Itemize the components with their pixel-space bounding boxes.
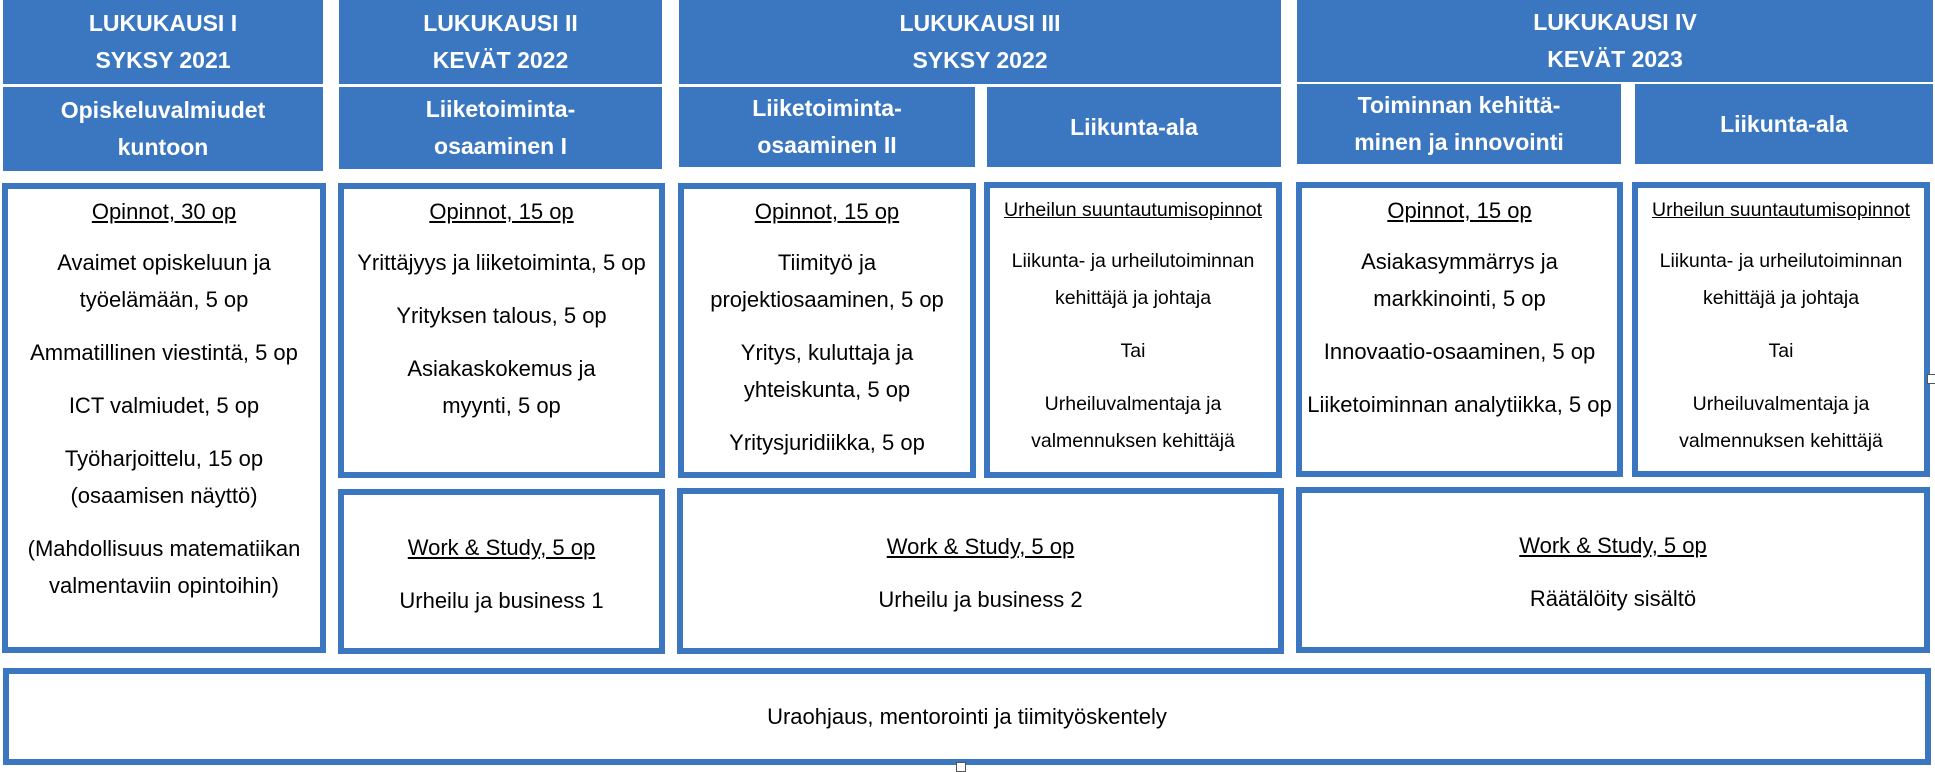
study-item: Asiakasymmärrys ja — [1361, 249, 1558, 274]
study-item: Yrittäjyys ja liiketoiminta, 5 op — [357, 250, 646, 275]
study-item: (osaamisen näyttö) — [70, 483, 258, 508]
study-item: työelämään, 5 op — [79, 287, 249, 312]
study-item: Työharjoittelu, 15 op — [64, 446, 264, 471]
study-box-title: Urheilun suuntautumisopinnot — [1652, 199, 1910, 221]
work-study-content: Urheilu ja business 2 — [878, 587, 1083, 612]
study-item: Avaimet opiskeluun ja — [57, 250, 271, 275]
work-study-title: Work & Study, 5 op — [407, 535, 596, 560]
work-study-content: Räätälöity sisältö — [1529, 586, 1697, 611]
work-study-content: Urheilu ja business 1 — [399, 588, 604, 613]
study-box-3 — [678, 183, 976, 478]
term-header-2: LUKUKAUSI II KEVÄT 2022 — [339, 0, 662, 84]
module-header-5: Toiminnan kehittä- minen ja innovointi — [1297, 84, 1621, 164]
study-item: Yritys, kuluttaja ja — [740, 340, 914, 365]
work-study-title: Work & Study, 5 op — [1519, 533, 1707, 558]
mentoring-bar — [3, 668, 1931, 765]
study-item: Liikunta- ja urheilutoiminnan — [1659, 250, 1903, 272]
study-item: Liiketoiminnan analytiikka, 5 op — [1307, 392, 1612, 417]
term-header-1: LUKUKAUSI I SYKSY 2021 — [3, 0, 323, 84]
study-item: kehittäjä ja johtaja — [1702, 287, 1860, 309]
study-box-2 — [338, 183, 665, 478]
study-box-title: Opinnot, 15 op — [429, 199, 574, 224]
study-item: Tai — [1120, 340, 1146, 362]
study-item: ICT valmiudet, 5 op — [68, 393, 260, 418]
work-study-box-1 — [338, 489, 665, 654]
study-item: (Mahdollisuus matematiikan — [27, 536, 301, 561]
module-header-1: Opiskeluvalmiudet kuntoon — [3, 87, 323, 171]
module-header-4: Liikunta-ala — [987, 87, 1281, 167]
study-item: Ammatillinen viestintä, 5 op — [30, 340, 298, 365]
study-box-title: Opinnot, 15 op — [1387, 198, 1532, 223]
study-item: valmentaviin opintoihin) — [49, 573, 279, 598]
module-header-2: Liiketoiminta- osaaminen I — [339, 87, 662, 169]
study-item: Yrityksen talous, 5 op — [396, 303, 607, 328]
mentoring-label: Uraohjaus, mentorointi ja tiimityöskentely — [767, 704, 1167, 729]
study-item: valmennuksen kehittäjä — [1031, 430, 1235, 452]
term-header-4: LUKUKAUSI IV KEVÄT 2023 — [1297, 0, 1933, 82]
study-item: valmennuksen kehittäjä — [1679, 430, 1883, 452]
module-header-3: Liiketoiminta- osaaminen II — [679, 87, 975, 167]
work-study-box-3 — [1296, 487, 1930, 653]
study-item: Tiimityö ja — [777, 250, 877, 275]
study-item: Asiakaskokemus ja — [407, 356, 596, 381]
term-header-3: LUKUKAUSI III SYKSY 2022 — [679, 0, 1281, 84]
study-item: Urheiluvalmentaja ja — [1692, 393, 1870, 415]
work-study-box-2 — [677, 488, 1284, 654]
study-item: kehittäjä ja johtaja — [1054, 287, 1212, 309]
study-item: Yritysjuridiikka, 5 op — [729, 430, 925, 455]
study-item: Innovaatio-osaaminen, 5 op — [1323, 339, 1596, 364]
study-box-5 — [1296, 182, 1623, 477]
module-header-6: Liikunta-ala — [1635, 84, 1933, 164]
work-study-title: Work & Study, 5 op — [886, 534, 1075, 559]
study-item: Liikunta- ja urheilutoiminnan — [1011, 250, 1255, 272]
study-box-title: Opinnot, 15 op — [754, 199, 900, 224]
study-item: projektiosaaminen, 5 op — [710, 287, 944, 312]
study-item: myynti, 5 op — [442, 393, 561, 418]
selection-handle — [1927, 374, 1935, 384]
study-box-4 — [984, 182, 1282, 478]
study-box-title: Opinnot, 30 op — [91, 199, 237, 224]
study-item: Tai — [1768, 340, 1794, 362]
study-item: yhteiskunta, 5 op — [743, 377, 911, 402]
study-box-1 — [2, 183, 326, 653]
study-box-title: Urheilun suuntautumisopinnot — [1004, 199, 1262, 221]
study-box-6 — [1632, 182, 1930, 477]
study-item: Urheiluvalmentaja ja — [1044, 393, 1222, 415]
study-item: markkinointi, 5 op — [1373, 286, 1546, 311]
